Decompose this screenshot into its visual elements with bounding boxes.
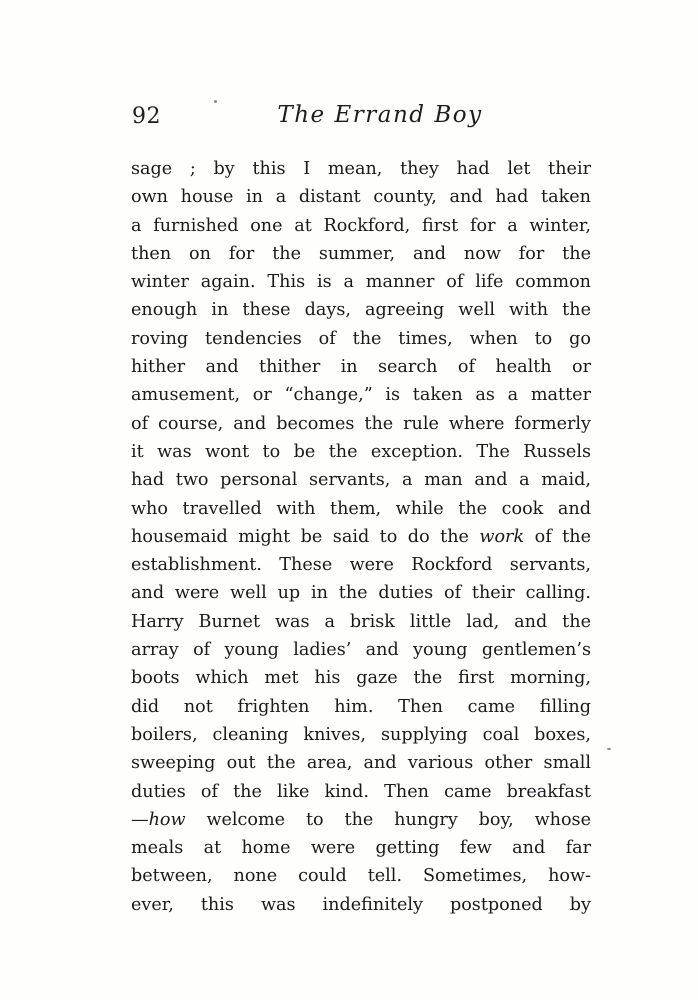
text-segment: welcome to the hungry boy, whose	[185, 809, 591, 830]
text-segment: —	[131, 809, 149, 830]
text-line: boots which met his gaze the first morning,	[131, 668, 591, 689]
print-speck	[607, 748, 611, 750]
text-line: establishment. These were Rockford servants,	[131, 555, 591, 576]
text-line: who travelled with them, while the cook and	[131, 498, 591, 519]
text-line: a furnished one at Rockford, first for a winter,	[131, 215, 591, 236]
text-segment: of the	[524, 526, 591, 547]
text-line: roving tendencies of the times, when to go	[131, 328, 591, 349]
italic-emphasis: work	[479, 526, 525, 547]
text-line: meals at home were getting few and far	[131, 838, 591, 859]
page-header	[130, 100, 590, 134]
text-line: Harry Burnet was a brisk little lad, and the	[131, 611, 591, 632]
page-number: 92	[132, 104, 161, 129]
text-line: own house in a distant county, and had taken	[131, 187, 591, 208]
text-line: array of young ladies’ and young gentlemen’s	[131, 640, 591, 661]
text-line: it was wont to be the exception. The Russels	[131, 441, 591, 462]
text-line: duties of the like kind. Then came breakfast	[131, 781, 591, 802]
text-line: sage ; by this I mean, they had let their	[131, 159, 591, 179]
text-line: and were well up in the duties of their calling.	[131, 583, 591, 604]
text-line: winter again. This is a manner of life common	[131, 272, 591, 293]
italic-emphasis: how	[148, 809, 186, 830]
text-line: between, none could tell. Sometimes, how-	[131, 866, 591, 887]
text-line: enough in these days, agreeing well with the	[131, 300, 591, 321]
text-line	[131, 806, 591, 834]
text-line: sweeping out the area, and various other small	[131, 753, 591, 774]
text-line: of course, and becomes the rule where formerly	[131, 413, 591, 434]
running-title: The Errand Boy	[277, 102, 483, 128]
text-line: amusement, or “change,” is taken as a matter	[131, 385, 591, 406]
text-line: did not frighten him. Then came filling	[131, 696, 591, 717]
text-line: hither and thither in search of health or	[131, 357, 591, 378]
text-line: ever, this was indefinitely postponed by	[131, 894, 591, 915]
text-line: boilers, cleaning knives, supplying coal boxes,	[131, 724, 591, 745]
body-text	[131, 155, 591, 919]
text-line: then on for the summer, and now for the	[131, 243, 591, 264]
text-segment: housemaid might be said to do the	[131, 526, 480, 547]
text-line: had two personal servants, a man and a maid,	[131, 470, 591, 491]
text-line	[131, 523, 591, 551]
